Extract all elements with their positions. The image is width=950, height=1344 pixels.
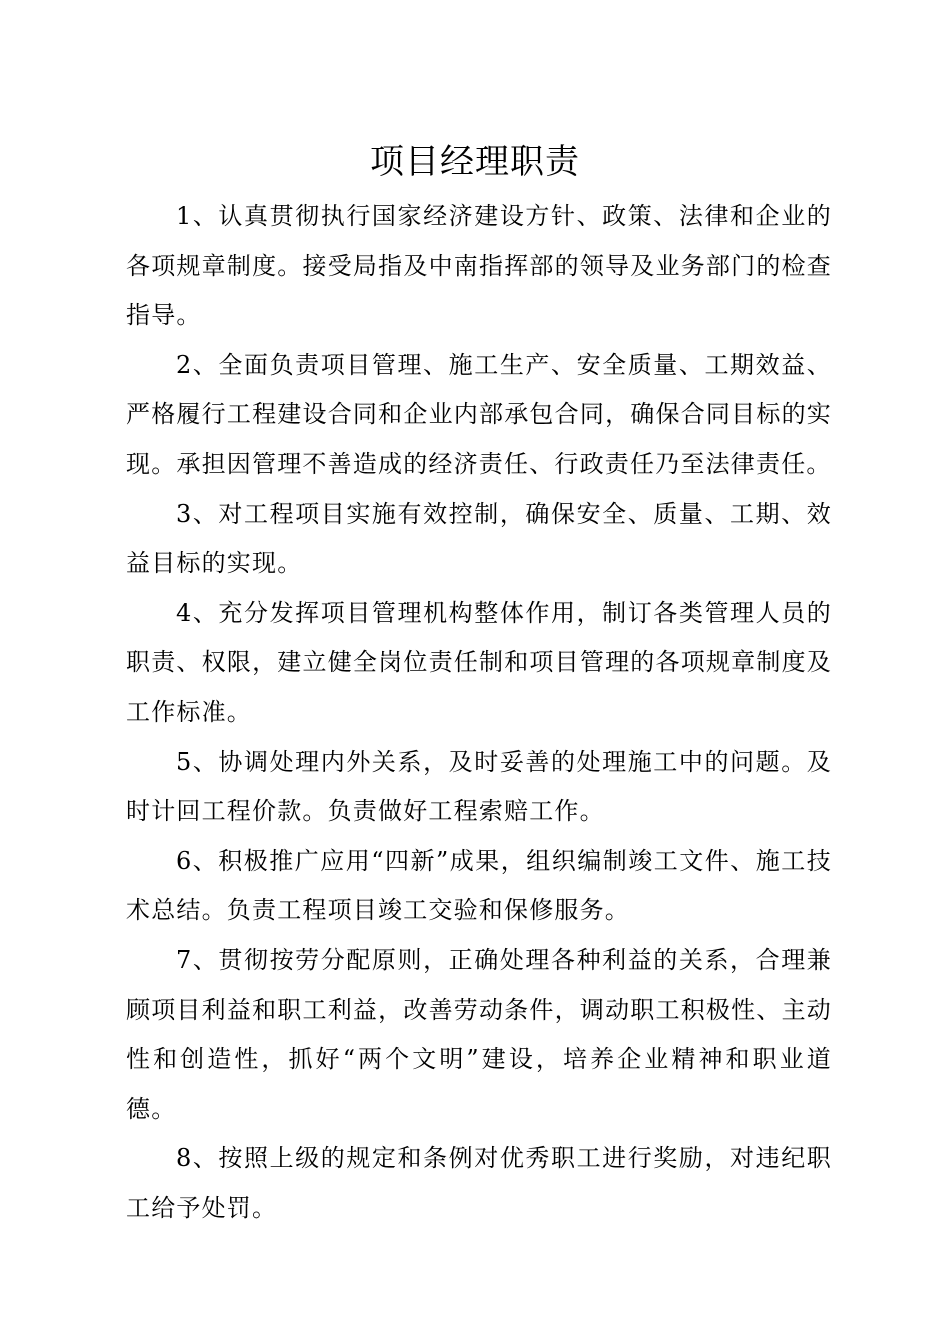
paragraph-3: 3、对工程项目实施有效控制，确保安全、质量、工期、效益目标的实现。 [126, 499, 832, 578]
paragraph-6: 6、积极推广应用“四新”成果，组织编制竣工文件、施工技术总结。负责工程项目竣工交验和保修服务。 [126, 846, 832, 925]
paragraph-4: 4、充分发挥项目管理机构整体作用，制订各类管理人员的职责、权限，建立健全岗位责任制和项目管理的各项规章制度及工作标准。 [126, 598, 832, 726]
paragraph-5: 5、协调处理内外关系，及时妥善的处理施工中的问题。及时计回工程价款。负责做好工程索赔工作。 [126, 747, 832, 826]
paragraph-8: 8、按照上级的规定和条例对优秀职工进行奖励，对违纪职工给予处罚。 [126, 1144, 832, 1222]
paragraph-2: 2、全面负责项目管理、施工生产、安全质量、工期效益、严格履行工程建设合同和企业内部承包合同，确保合同目标的实现。承担因管理不善造成的经济责任、行政责任乃至法律责任。 [126, 350, 832, 478]
paragraph-1: 1、认真贯彻执行国家经济建设方针、政策、法律和企业的各项规章制度。接受局指及中南指挥部的领导及业务部门的检查指导。 [126, 202, 832, 330]
document-body [126, 192, 832, 1233]
paragraph-7: 7、贯彻按劳分配原则，正确处理各种利益的关系，合理兼顾项目利益和职工利益，改善劳动条件，调动职工积极性、主动性和创造性，抓好“两个文明”建设，培养企业精神和职业道德。 [126, 945, 832, 1123]
document-title: 项目经理职责 [370, 142, 580, 182]
